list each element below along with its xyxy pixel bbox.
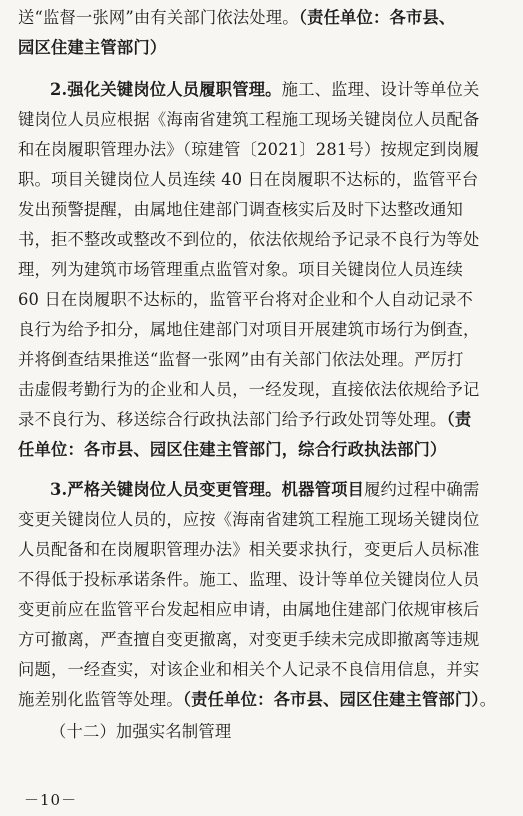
text-line: [50, 80, 508, 100]
text-line: [18, 260, 508, 280]
body-text: 录不良行为、移送综合行政执法部门给予行政处罚等处理。: [18, 410, 447, 429]
body-text: 不得低于投标承诺条件。施工、监理、设计等单位关键岗位人员: [18, 570, 480, 589]
text-line: [18, 410, 508, 430]
bold-text: 园区住建主管部门）: [18, 38, 167, 57]
body-text: 施差别化监管等处理。: [18, 690, 183, 709]
body-text: 书，拒不整改或整改不到位的，依法依规给予记录不良行为等处: [18, 230, 480, 249]
text-line: [18, 570, 508, 590]
text-line: [18, 38, 508, 58]
text-line: [18, 230, 508, 250]
text-line: [50, 480, 508, 500]
bold-text: 3.严格关键岗位人员变更管理。: [50, 480, 282, 499]
text-line: [18, 350, 508, 370]
body-text: 60 日在岗履职不达标的，监管平台将对企业和个人自动记录不: [18, 290, 474, 309]
text-line: [18, 630, 508, 650]
text-line: [18, 690, 508, 710]
body-text: 良行为给予扣分，属地住建部门对项目开展建筑市场行为倒查，: [18, 320, 480, 339]
body-text: 送“监督一张网”由有关部门依法处理。: [18, 8, 299, 27]
body-text: 和在岗履职管理办法》（琼建管〔2021〕281号）按规定到岗履: [18, 140, 480, 159]
text-line: [18, 510, 508, 530]
text-line: [18, 8, 508, 28]
text-line: [18, 140, 508, 160]
body-text: 施工、监理、设计等单位关: [281, 80, 480, 99]
body-text: 履约过程中确需: [364, 480, 480, 499]
bold-text: （责任单位：各市县、: [298, 8, 456, 27]
text-line: [18, 660, 508, 680]
body-text: 。: [479, 690, 497, 709]
bold-text: （责: [446, 410, 472, 429]
text-line: [18, 320, 508, 340]
text-line: [18, 440, 508, 460]
text-line: [18, 200, 508, 220]
body-text: 变更关键岗位人员的，应按《海南省建筑工程施工现场关键岗位: [18, 510, 480, 529]
page-number: －10－: [24, 791, 78, 809]
body-text: 击虚假考勤行为的企业和人员，一经发现，直接依法依规给予记: [18, 380, 480, 399]
bold-text: 机器管项目: [281, 480, 365, 499]
body-text: 职。项目关键岗位人员连续 40 日在岗履职不达标的，监管平台: [18, 170, 479, 189]
body-text: 键岗位人员应根据《海南省建筑工程施工现场关键岗位人员配备: [18, 110, 480, 129]
bold-text: （责任单位：各市县、园区住建主管部门）: [182, 690, 480, 709]
body-text: 并将倒查结果推送“监督一张网”由有关部门依法处理。严厉打: [18, 350, 464, 369]
text-line: [18, 170, 508, 190]
body-text: 变更前应在监管平台发起相应申请，由属地住建部门依规审核后: [18, 600, 480, 619]
body-text: 理，列为建筑市场管理重点监管对象。项目关键岗位人员连续: [18, 260, 463, 279]
text-line: [18, 380, 508, 400]
bold-text: 2.强化关键岗位人员履职管理。: [50, 80, 282, 99]
body-text: 人员配备和在岗履职管理办法》相关要求执行，变更后人员标准: [18, 540, 480, 559]
text-line: [18, 110, 508, 130]
text-line: [18, 600, 508, 620]
body-text: （十二）加强实名制管理: [50, 722, 232, 741]
text-line: [18, 540, 508, 560]
bold-text: 任单位：各市县、园区住建主管部门，综合行政执法部门）: [18, 440, 447, 459]
body-text: 方可撤离，严查擅自变更撤离，对变更手续未完成即撤离等违规: [18, 630, 480, 649]
text-line: [50, 722, 508, 742]
body-text: 发出预警提醒，由属地住建部门调查核实后及时下达整改通知: [18, 200, 463, 219]
text-line: [18, 290, 508, 310]
body-text: 问题，一经查实，对该企业和相关个人记录不良信用信息，并实: [18, 660, 480, 679]
